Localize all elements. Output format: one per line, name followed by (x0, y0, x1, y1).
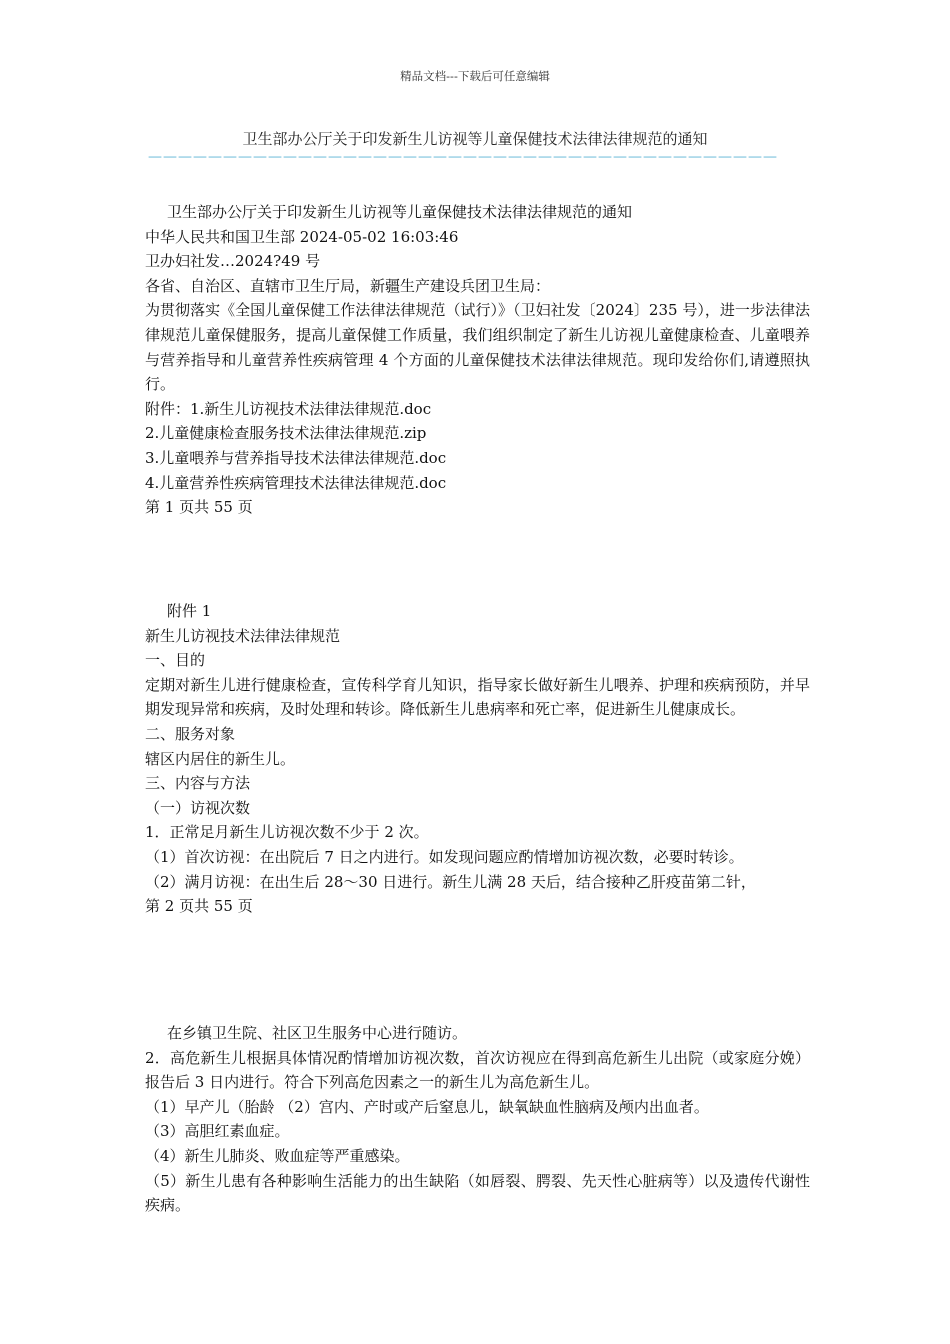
issuer-date: 中华人民共和国卫生部 2024-05-02 16:03:46 (145, 227, 459, 246)
subsection-visits: （一）访视次数 (145, 798, 251, 817)
attachment-label: 附件 1 (167, 602, 212, 620)
item-1-2: （2）满月访视：在出生后 28～30 日进行。新生儿满 28 天后，结合接种乙肝疫苗第二针， (145, 872, 756, 891)
attachment-2: 2.儿童健康检查服务技术法律法律规范.zip (145, 424, 427, 443)
risk-5: （5）新生儿患有各种影响生活能力的出生缺陷（如唇裂、腭裂、先天性心脏病等）以及遗传代谢性疾病。 (145, 1171, 810, 1215)
page-number-1: 第 1 页共 55 页 (145, 498, 253, 517)
page-3-content (145, 1021, 810, 1218)
page-1-content (145, 200, 810, 520)
document-number: 卫办妇社发…2024?49 号 (145, 252, 321, 271)
header-note: 精品文档---下载后可任意编辑 (400, 69, 550, 83)
item-1-1: （1）首次访视：在出院后 7 日之内进行。如发现问题应酌情增加访视次数，必要时转诊。 (145, 847, 744, 866)
notice-heading: 卫生部办公厅关于印发新生儿访视等儿童保健技术法律法律规范的通知 (167, 203, 633, 221)
addressees: 各省、自治区、直辖市卫生厅局，新疆生产建设兵团卫生局： (145, 276, 551, 295)
section-purpose: 一、目的 (145, 651, 206, 670)
target-text: 辖区内居住的新生儿。 (145, 749, 296, 768)
title-divider: —————————————————————————————————————————— (148, 150, 778, 164)
spec-title: 新生儿访视技术法律法律规范 (145, 626, 341, 645)
notice-body: 为贯彻落实《全国儿童保健工作法律法律规范（试行）》（卫妇社发〔2024〕235 号），进一步法律法律规范儿童保健服务，提高儿童保健工作质量，我们组织制定了新生儿访视儿童健康检查、儿童喂养与营养指导和儿童营养性疾病管理 4 个方面的儿童保健技术法律法律规范。现印发给你们,请遵照执行。 (145, 301, 810, 394)
page-number-2: 第 2 页共 55 页 (145, 897, 253, 916)
document-title: 卫生部办公厅关于印发新生儿访视等儿童保健技术法律法律规范的通知 (242, 130, 708, 148)
risk-3: （3）高胆红素血症。 (145, 1122, 290, 1141)
item-2: 2．高危新生儿根据具体情况酌情增加访视次数，首次访视应在得到高危新生儿出院（或家庭分娩）报告后 3 日内进行。符合下列高危因素之一的新生儿为高危新生儿。 (145, 1048, 810, 1092)
attachment-4: 4.儿童营养性疾病管理技术法律法律规范.doc (145, 473, 447, 492)
section-target: 二、服务对象 (145, 724, 236, 743)
item-1: 1．正常足月新生儿访视次数不少于 2 次。 (145, 823, 429, 842)
section-methods: 三、内容与方法 (145, 774, 251, 793)
risk-4: （4）新生儿肺炎、败血症等严重感染。 (145, 1146, 410, 1165)
page-2-content (145, 599, 810, 919)
purpose-text: 定期对新生儿进行健康检查，宣传科学育儿知识，指导家长做好新生儿喂养、护理和疾病预防，并早期发现异常和疾病，及时处理和转诊。降低新生儿患病率和死亡率，促进新生儿健康成长。 (145, 675, 810, 719)
attachment-1: 附件：1.新生儿访视技术法律法律规范.doc (145, 399, 432, 418)
continuation-text: 在乡镇卫生院、社区卫生服务中心进行随访。 (167, 1024, 468, 1042)
attachment-3: 3.儿童喂养与营养指导技术法律法律规范.doc (145, 448, 447, 467)
risk-1-2: （1）早产儿（胎龄 （2）宫内、产时或产后窒息儿，缺氧缺血性脑病及颅内出血者。 (145, 1097, 709, 1116)
